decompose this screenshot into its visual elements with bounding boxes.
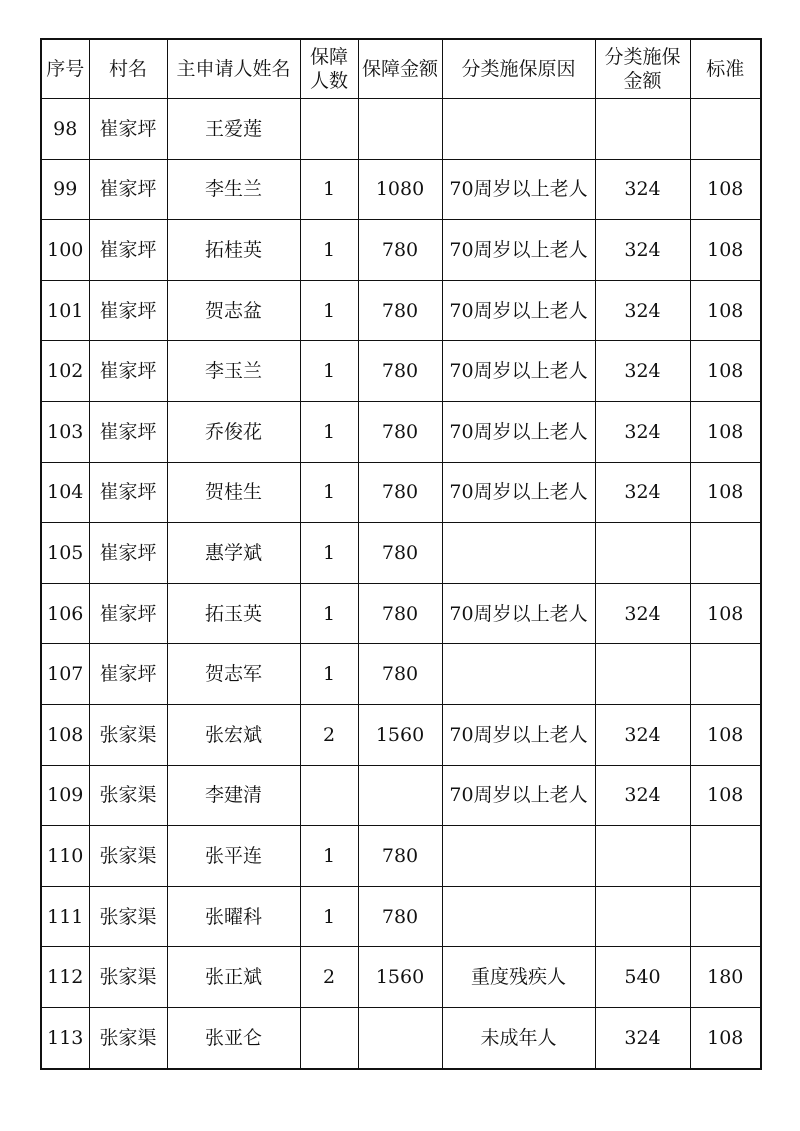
- header-applicant: 主申请人姓名: [167, 39, 300, 99]
- cell-amount: 780: [358, 644, 442, 705]
- cell-persons: 2: [300, 947, 358, 1008]
- cell-village: 张家渠: [89, 886, 167, 947]
- header-standard: 标准: [690, 39, 761, 99]
- cell-standard: 108: [690, 341, 761, 402]
- table-body: [41, 99, 761, 1069]
- cell-persons: 1: [300, 886, 358, 947]
- table-row: [41, 947, 761, 1008]
- cell-seq: 113: [41, 1007, 89, 1068]
- cell-amount: [358, 1007, 442, 1068]
- table-row: [41, 99, 761, 160]
- cell-village: 崔家坪: [89, 644, 167, 705]
- cell-village: 张家渠: [89, 826, 167, 887]
- cell-applicant: 张正斌: [167, 947, 300, 1008]
- cell-applicant: 张平连: [167, 826, 300, 887]
- header-reason: 分类施保原因: [442, 39, 595, 99]
- cell-class-amount: 540: [595, 947, 690, 1008]
- cell-persons: 1: [300, 583, 358, 644]
- table-row: [41, 220, 761, 281]
- cell-amount: 780: [358, 826, 442, 887]
- cell-reason: 70周岁以上老人: [442, 280, 595, 341]
- cell-seq: 98: [41, 99, 89, 160]
- cell-village: 崔家坪: [89, 401, 167, 462]
- cell-reason: 70周岁以上老人: [442, 341, 595, 402]
- cell-class-amount: 324: [595, 220, 690, 281]
- cell-reason: 70周岁以上老人: [442, 220, 595, 281]
- cell-village: 崔家坪: [89, 462, 167, 523]
- cell-standard: 108: [690, 220, 761, 281]
- cell-amount: 780: [358, 886, 442, 947]
- cell-persons: 1: [300, 280, 358, 341]
- cell-standard: 108: [690, 280, 761, 341]
- cell-village: 张家渠: [89, 704, 167, 765]
- cell-persons: 1: [300, 523, 358, 584]
- cell-amount: [358, 765, 442, 826]
- cell-amount: 1560: [358, 947, 442, 1008]
- cell-amount: 780: [358, 523, 442, 584]
- cell-class-amount: 324: [595, 159, 690, 220]
- cell-class-amount: 324: [595, 462, 690, 523]
- cell-seq: 103: [41, 401, 89, 462]
- table-row: [41, 341, 761, 402]
- cell-village: 张家渠: [89, 947, 167, 1008]
- cell-applicant: 惠学斌: [167, 523, 300, 584]
- cell-standard: 108: [690, 462, 761, 523]
- table-row: [41, 159, 761, 220]
- cell-village: 崔家坪: [89, 99, 167, 160]
- header-persons: 保障人数: [300, 39, 358, 99]
- cell-standard: [690, 886, 761, 947]
- cell-village: 崔家坪: [89, 159, 167, 220]
- cell-standard: 108: [690, 704, 761, 765]
- cell-persons: [300, 765, 358, 826]
- cell-village: 张家渠: [89, 765, 167, 826]
- cell-standard: [690, 644, 761, 705]
- cell-village: 崔家坪: [89, 523, 167, 584]
- assistance-table: [40, 38, 762, 1070]
- table-row: [41, 704, 761, 765]
- cell-reason: 70周岁以上老人: [442, 765, 595, 826]
- cell-amount: 780: [358, 280, 442, 341]
- header-row: [41, 39, 761, 99]
- header-class-amount: 分类施保金额: [595, 39, 690, 99]
- table-row: [41, 401, 761, 462]
- cell-seq: 102: [41, 341, 89, 402]
- cell-seq: 112: [41, 947, 89, 1008]
- cell-amount: [358, 99, 442, 160]
- cell-reason: [442, 886, 595, 947]
- table-row: [41, 280, 761, 341]
- cell-applicant: 张亚仑: [167, 1007, 300, 1068]
- cell-reason: 未成年人: [442, 1007, 595, 1068]
- cell-class-amount: [595, 826, 690, 887]
- cell-reason: 70周岁以上老人: [442, 462, 595, 523]
- cell-applicant: 张宏斌: [167, 704, 300, 765]
- cell-seq: 105: [41, 523, 89, 584]
- cell-class-amount: 324: [595, 1007, 690, 1068]
- cell-amount: 1560: [358, 704, 442, 765]
- cell-applicant: 贺志军: [167, 644, 300, 705]
- cell-persons: 1: [300, 462, 358, 523]
- cell-persons: [300, 99, 358, 160]
- cell-seq: 111: [41, 886, 89, 947]
- cell-class-amount: 324: [595, 341, 690, 402]
- cell-applicant: 王爱莲: [167, 99, 300, 160]
- cell-amount: 780: [358, 462, 442, 523]
- cell-amount: 1080: [358, 159, 442, 220]
- cell-seq: 107: [41, 644, 89, 705]
- header-seq: 序号: [41, 39, 89, 99]
- cell-reason: 70周岁以上老人: [442, 159, 595, 220]
- cell-standard: 108: [690, 583, 761, 644]
- cell-reason: 70周岁以上老人: [442, 583, 595, 644]
- cell-applicant: 拓桂英: [167, 220, 300, 281]
- cell-village: 崔家坪: [89, 583, 167, 644]
- cell-reason: [442, 99, 595, 160]
- cell-applicant: 乔俊花: [167, 401, 300, 462]
- cell-village: 崔家坪: [89, 220, 167, 281]
- cell-persons: 1: [300, 220, 358, 281]
- cell-reason: 70周岁以上老人: [442, 704, 595, 765]
- cell-seq: 110: [41, 826, 89, 887]
- cell-class-amount: [595, 886, 690, 947]
- cell-reason: [442, 644, 595, 705]
- cell-class-amount: 324: [595, 583, 690, 644]
- cell-standard: [690, 523, 761, 584]
- cell-class-amount: 324: [595, 765, 690, 826]
- header-village: 村名: [89, 39, 167, 99]
- cell-seq: 100: [41, 220, 89, 281]
- cell-applicant: 张曜科: [167, 886, 300, 947]
- header-amount: 保障金额: [358, 39, 442, 99]
- cell-persons: 1: [300, 401, 358, 462]
- cell-applicant: 贺桂生: [167, 462, 300, 523]
- cell-seq: 104: [41, 462, 89, 523]
- cell-applicant: 李生兰: [167, 159, 300, 220]
- table-row: [41, 523, 761, 584]
- table-row: [41, 583, 761, 644]
- cell-seq: 101: [41, 280, 89, 341]
- cell-amount: 780: [358, 220, 442, 281]
- cell-persons: 1: [300, 644, 358, 705]
- cell-persons: 1: [300, 826, 358, 887]
- cell-standard: 108: [690, 765, 761, 826]
- cell-reason: 70周岁以上老人: [442, 401, 595, 462]
- cell-village: 崔家坪: [89, 341, 167, 402]
- cell-class-amount: 324: [595, 280, 690, 341]
- cell-persons: 1: [300, 159, 358, 220]
- cell-class-amount: [595, 523, 690, 584]
- cell-seq: 106: [41, 583, 89, 644]
- cell-reason: 重度残疾人: [442, 947, 595, 1008]
- cell-persons: 1: [300, 341, 358, 402]
- cell-standard: 108: [690, 159, 761, 220]
- cell-persons: [300, 1007, 358, 1068]
- cell-standard: 108: [690, 1007, 761, 1068]
- cell-class-amount: 324: [595, 704, 690, 765]
- cell-village: 崔家坪: [89, 280, 167, 341]
- cell-seq: 108: [41, 704, 89, 765]
- cell-standard: 180: [690, 947, 761, 1008]
- cell-standard: 108: [690, 401, 761, 462]
- cell-reason: [442, 523, 595, 584]
- cell-class-amount: [595, 644, 690, 705]
- cell-applicant: 贺志盆: [167, 280, 300, 341]
- cell-village: 张家渠: [89, 1007, 167, 1068]
- table-row: [41, 462, 761, 523]
- table-row: [41, 644, 761, 705]
- cell-amount: 780: [358, 583, 442, 644]
- cell-seq: 99: [41, 159, 89, 220]
- cell-standard: [690, 826, 761, 887]
- cell-reason: [442, 826, 595, 887]
- table-row: [41, 826, 761, 887]
- table-row: [41, 765, 761, 826]
- cell-amount: 780: [358, 341, 442, 402]
- table-row: [41, 1007, 761, 1068]
- cell-standard: [690, 99, 761, 160]
- cell-amount: 780: [358, 401, 442, 462]
- cell-class-amount: 324: [595, 401, 690, 462]
- cell-seq: 109: [41, 765, 89, 826]
- cell-applicant: 李玉兰: [167, 341, 300, 402]
- cell-persons: 2: [300, 704, 358, 765]
- cell-applicant: 拓玉英: [167, 583, 300, 644]
- cell-applicant: 李建清: [167, 765, 300, 826]
- table-row: [41, 886, 761, 947]
- cell-class-amount: [595, 99, 690, 160]
